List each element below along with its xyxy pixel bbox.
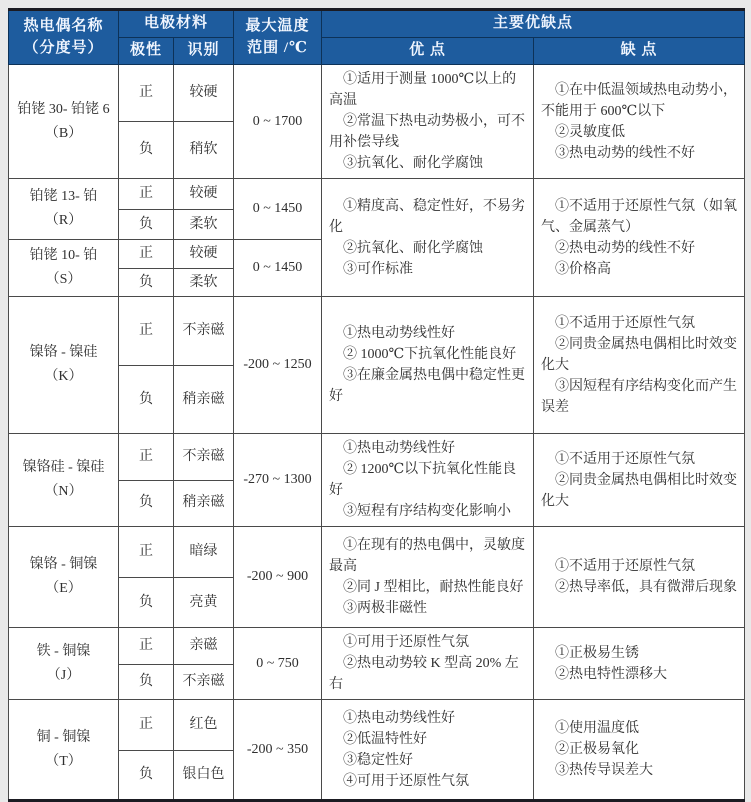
cell-temp-range-J: 0 ~ 750: [234, 628, 322, 700]
name-E-line1: 镍铬 - 铜镍: [29, 557, 98, 573]
cons-item: ②热电动势的线性不好: [555, 240, 696, 256]
cons-item: ①在中低温领域热电动势小，不能用于 600℃以下: [541, 82, 738, 119]
cell-polarity-negative-R: 负: [119, 210, 174, 240]
cell-name-T: [9, 700, 119, 801]
name-K-line1: 镍铬 - 镍硅: [29, 345, 98, 361]
pros-item: ①热电动势线性好: [343, 710, 456, 726]
cell-name-E: [9, 527, 119, 628]
name-S-line1: 铂铑 10- 铂: [29, 248, 98, 264]
cell-polarity-positive-N: 正: [119, 434, 174, 481]
cell-polarity-positive-B: 正: [119, 65, 174, 122]
cell-identification-negative-B: 稍软: [174, 122, 234, 179]
cell-polarity-positive-R: 正: [119, 179, 174, 210]
pros-item: ③在廉金属热电偶中稳定性更好: [329, 368, 526, 404]
cell-identification-negative-K: 稍亲磁: [174, 366, 234, 434]
cons-item: ②灵敏度低: [555, 124, 626, 140]
pros-item: ①精度高、稳定性好，不易劣化: [329, 198, 526, 235]
name-N-line1: 镍铬硅 - 镍硅: [22, 460, 105, 476]
header-max-temp: [234, 10, 322, 65]
cell-name-N: [9, 434, 119, 527]
cell-pros-T: [322, 700, 534, 801]
cons-item: ②热电特性漂移大: [555, 666, 668, 682]
pros-item: ②同 J 型相比，耐热性能良好: [343, 580, 524, 595]
cell-pros-K: [322, 297, 534, 434]
cell-identification-negative-T: 银白色: [174, 751, 234, 801]
name-R-line2: （R）: [44, 213, 83, 228]
name-K-line2: （K）: [44, 369, 83, 384]
cell-name-B: [9, 65, 119, 179]
cell-identification-positive-N: 不亲磁: [174, 434, 234, 481]
cell-polarity-negative-J: 负: [119, 664, 174, 699]
table-row: [9, 628, 745, 665]
cell-cons-N: [534, 434, 745, 527]
name-J-line2: （J）: [46, 667, 81, 683]
cell-polarity-negative-N: 负: [119, 480, 174, 527]
cons-item: ②热导率低，具有微滞后现象: [555, 580, 738, 595]
name-E-line2: （E）: [45, 581, 82, 596]
thermocouple-comparison-table: [8, 8, 745, 802]
name-R-line1: 铂铑 13- 铂: [29, 189, 98, 205]
cell-polarity-negative-S: 负: [119, 269, 174, 297]
cell-identification-negative-S: 柔软: [174, 269, 234, 297]
cell-temp-range-R: 0 ~ 1450: [234, 179, 322, 240]
pros-item: ①热电动势线性好: [343, 441, 456, 456]
cell-polarity-negative-T: 负: [119, 751, 174, 801]
cell-name-S: [9, 240, 119, 297]
header-pros-cons: 主要优缺点: [322, 10, 745, 38]
name-B-line2: （B）: [44, 125, 83, 141]
pros-item: ①在现有的热电偶中，灵敏度最高: [329, 538, 526, 574]
pros-item: ①热电动势线性好: [343, 326, 456, 341]
header-polarity: 极性: [119, 38, 174, 65]
name-N-line2: （N）: [44, 484, 83, 499]
name-B-line1: 铂铑 30- 铂铑 6: [17, 101, 110, 117]
pros-item: ②抗氧化、耐化学腐蚀: [343, 240, 484, 256]
cell-polarity-negative-B: 负: [119, 122, 174, 179]
name-S-line2: （S）: [45, 272, 82, 287]
cell-identification-positive-R: 较硬: [174, 179, 234, 210]
cell-temp-range-K: -200 ~ 1250: [234, 297, 322, 434]
pros-item: ③两极非磁性: [343, 601, 428, 616]
cell-polarity-positive-J: 正: [119, 628, 174, 665]
cell-temp-range-T: -200 ~ 350: [234, 700, 322, 801]
header-thermocouple-name-line1: 热电偶名称: [23, 17, 104, 34]
pros-item: ①适用于测量 1000℃以上的高温: [329, 72, 517, 108]
cell-polarity-positive-E: 正: [119, 527, 174, 578]
table-row: [9, 527, 745, 578]
header-identification: 识别: [174, 38, 234, 65]
cell-identification-positive-J: 亲磁: [174, 628, 234, 665]
header-electrode-material: 电极材料: [119, 10, 234, 38]
name-J-line1: 铁 - 铜镍: [36, 643, 91, 659]
cell-identification-negative-N: 稍亲磁: [174, 480, 234, 527]
cell-polarity-negative-K: 负: [119, 366, 174, 434]
header-thermocouple-name-line2: （分度号）: [23, 39, 104, 56]
cons-item: ②正极易氧化: [555, 742, 640, 757]
cell-temp-range-S: 0 ~ 1450: [234, 240, 322, 297]
cell-pros-RS: [322, 179, 534, 297]
pros-item: ③稳定性好: [343, 752, 414, 768]
cell-polarity-positive-K: 正: [119, 297, 174, 366]
pros-item: ①可用于还原性气氛: [343, 635, 470, 650]
cell-identification-negative-E: 亮黄: [174, 578, 234, 628]
cons-item: ①使用温度低: [555, 721, 640, 736]
cell-cons-J: [534, 628, 745, 700]
cell-cons-E: [534, 527, 745, 628]
cell-pros-B: [322, 65, 534, 179]
cell-identification-positive-K: 不亲磁: [174, 297, 234, 366]
pros-item: ② 1200℃以下抗氧化性能良好: [329, 462, 517, 498]
pros-item: ③抗氧化、耐化学腐蚀: [343, 156, 484, 171]
header-thermocouple-name: [9, 10, 119, 65]
cell-pros-N: [322, 434, 534, 527]
cell-identification-positive-E: 暗绿: [174, 527, 234, 578]
cell-cons-RS: [534, 179, 745, 297]
cell-cons-T: [534, 700, 745, 801]
cell-cons-B: [534, 65, 745, 179]
table-row: [9, 65, 745, 122]
cell-temp-range-B: 0 ~ 1700: [234, 65, 322, 179]
cell-name-K: [9, 297, 119, 434]
cell-temp-range-E: -200 ~ 900: [234, 527, 322, 628]
cell-name-R: [9, 179, 119, 240]
pros-item: ② 1000℃下抗氧化性能良好: [343, 347, 517, 362]
header-pros: 优 点: [322, 38, 534, 65]
pros-item: ③短程有序结构变化影响小: [343, 504, 512, 519]
name-T-line1: 铜 - 铜镍: [36, 729, 91, 745]
pros-item: ②常温下热电动势极小，可不用补偿导线: [329, 114, 526, 150]
cons-item: ③因短程有序结构变化而产生误差: [541, 378, 738, 415]
table-row: [9, 297, 745, 366]
header-cons: 缺 点: [534, 38, 745, 65]
cons-item: ②同贵金属热电偶相比时效变化大: [541, 336, 738, 373]
cell-pros-J: [322, 628, 534, 700]
header-max-temp-line2: 范围 /℃: [247, 39, 308, 56]
name-T-line2: （T）: [45, 753, 82, 769]
cell-polarity-positive-S: 正: [119, 240, 174, 269]
table-row: [9, 700, 745, 751]
cons-item: ②同贵金属热电偶相比时效变化大: [541, 472, 738, 509]
pros-item: ②热电动势较 K 型高 20% 左右: [329, 656, 519, 692]
cell-polarity-negative-E: 负: [119, 578, 174, 628]
cons-item: ①不适用于还原性气氛: [555, 559, 696, 574]
table-row: [9, 179, 745, 210]
cons-item: ①不适用于还原性气氛: [555, 451, 696, 467]
cons-item: ③热电动势的线性不好: [555, 145, 696, 161]
pros-item: ②低温特性好: [343, 731, 428, 747]
cell-polarity-positive-T: 正: [119, 700, 174, 751]
pros-item: ④可用于还原性气氛: [343, 773, 470, 789]
cell-pros-E: [322, 527, 534, 628]
cons-item: ③价格高: [555, 261, 612, 277]
cell-temp-range-N: -270 ~ 1300: [234, 434, 322, 527]
cons-item: ①不适用于还原性气氛: [555, 315, 696, 331]
cell-identification-negative-R: 柔软: [174, 210, 234, 240]
cons-item: ①正极易生锈: [555, 645, 640, 661]
cell-identification-negative-J: 不亲磁: [174, 664, 234, 699]
cell-name-J: [9, 628, 119, 700]
cons-item: ③热传导误差大: [555, 763, 654, 778]
cons-item: ①不适用于还原性气氛（如氧气、金属蒸气）: [541, 198, 738, 235]
cell-cons-K: [534, 297, 745, 434]
cell-identification-positive-S: 较硬: [174, 240, 234, 269]
header-max-temp-line1: 最大温度: [245, 17, 310, 34]
cell-identification-positive-B: 较硬: [174, 65, 234, 122]
table-row: [9, 434, 745, 481]
cell-identification-positive-T: 红色: [174, 700, 234, 751]
pros-item: ③可作标准: [343, 261, 414, 277]
